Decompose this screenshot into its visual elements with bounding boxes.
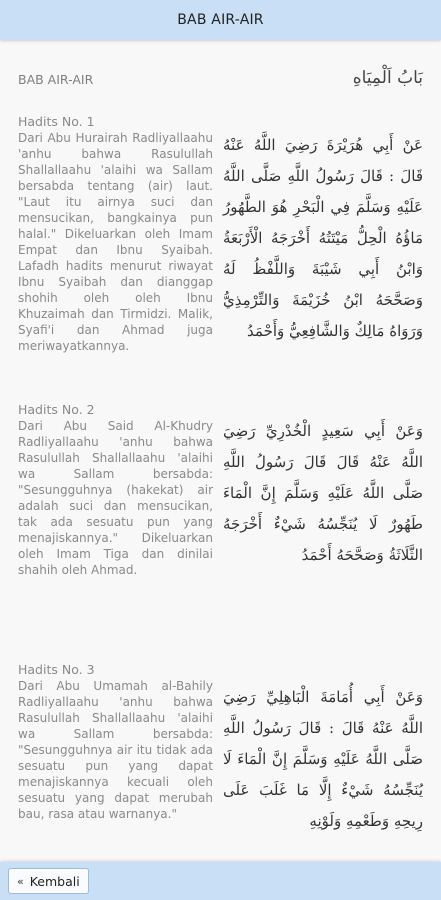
section-title-arabic: بَابُ اَلْمِيَاهِ	[352, 68, 423, 88]
bottom-bar	[0, 862, 441, 900]
hadith-latin-text: Dari Abu Said Al-Khudry Radliyallaahu 'anhu bahwa Rasulullah Shallallaahu 'alaihi wa Sallam bersabda: "Sesungguhnya (hakekat) air adalah suci dan mensucikan, tak ada sesuatu pun yang menajiskannya." Dikeluarkan oleh Imam Tiga dan dinilai shahih oleh Ahmad.	[18, 419, 213, 577]
back-button[interactable]	[8, 868, 89, 894]
hadith-arabic-text: وَعَنْ أَبِي سَعِيدٍ الْخُدْرِيِّ رَضِيَ اللَّهُ عَنْهُ قَالَ قَالَ رَسُولُ اللَّهِ صَلَّى اللَّهُ عَلَيْهِ وَسَلَّمَ إِنَّ الْمَاءَ طَهُورٌ لَا يُنَجِّسُهُ شَيْءٌ أَخْرَجَهُ الثَّلَاثَةُ وَصَحَّحَهُ أَحْمَدُ	[223, 422, 423, 564]
hadith-item-3	[18, 662, 423, 830]
hadith-number: Hadits No. 1	[18, 114, 95, 129]
hadith-item-2	[18, 402, 423, 577]
hadith-arabic-text: وَعَنْ أَبِي أُمَامَةَ الْبَاهِلِيِّ رَضِيَ اللَّهُ عَنْهُ قَالَ : قَالَ رَسُولُ اللَّهِ صَلَّى اللَّهُ عَلَيْهِ وَسَلَّمَ إِنَّ الْمَاءَ لَا يُنَجِّسُهُ شَيْءٌ إِلَّا مَا غَلَبَ عَلَى رِيحِهِ وَطَعْمِهِ وَلَوْنِهِ	[223, 688, 423, 830]
section-title-latin: BAB AIR-AIR	[18, 72, 94, 87]
hadith-latin-text: Dari Abu Umamah al-Bahily Radliyallaahu 'anhu bahwa Rasulullah Shallallaahu 'alaihi wa Sallam bersabda: "Sesungguhnya air itu tidak ada sesuatu pun yang dapat menajiskannya kecuali oleh sesuatu yang dapat merubah bau, rasa atau warnanya."	[18, 679, 213, 821]
hadith-item-1	[18, 114, 423, 353]
double-chevron-left-icon: «	[17, 874, 24, 888]
section-header	[18, 70, 423, 94]
content-scroll-area[interactable]	[0, 40, 441, 862]
page-title: BAB AIR-AIR	[177, 12, 264, 28]
hadith-number: Hadits No. 2	[18, 402, 95, 417]
hadith-latin-text: Dari Abu Hurairah Radliyallaahu 'anhu bahwa Rasulullah Shallallaahu 'alaihi wa Sallam bersabda tentang (air) laut. "Laut itu airnya suci dan mensucikan, bangkainya pun halal." Dikeluarkan oleh Imam Empat dan Ibnu Syaibah. Lafadh hadits menurut riwayat Ibnu Syaibah dan dianggap shohih oleh oleh Ibnu Khuzaimah dan Tirmidzi. Malik, Syafi'i dan Ahmad juga meriwayatkannya.	[18, 131, 213, 353]
title-bar	[0, 0, 441, 40]
back-button-label: Kembali	[29, 873, 80, 889]
hadith-arabic-text: عَنْ أَبِي هُرَيْرَةَ رَضِيَ اللَّهُ عَنْهُ قَالَ : قَالَ رَسُولُ اللَّهِ صَلَّى اللَّهُ عَلَيْهِ وَسَلَّمَ فِي الْبَحْرِ هُوَ الطَّهُورُ مَاؤُهُ الْحِلُّ مَيْتَتُهُ أَخْرَجَهُ الْأَرْبَعَةُ وَابْنُ أَبِي شَيْبَةَ وَاللَّفْظُ لَهُ وَصَحَّحَهُ ابْنُ خُزَيْمَةَ وَالتِّرْمِذِيُّ وَرَوَاهُ مَالِكٌ وَالشَّافِعِيُّ وَأَحْمَدُ	[223, 136, 423, 340]
hadith-number: Hadits No. 3	[18, 662, 95, 677]
